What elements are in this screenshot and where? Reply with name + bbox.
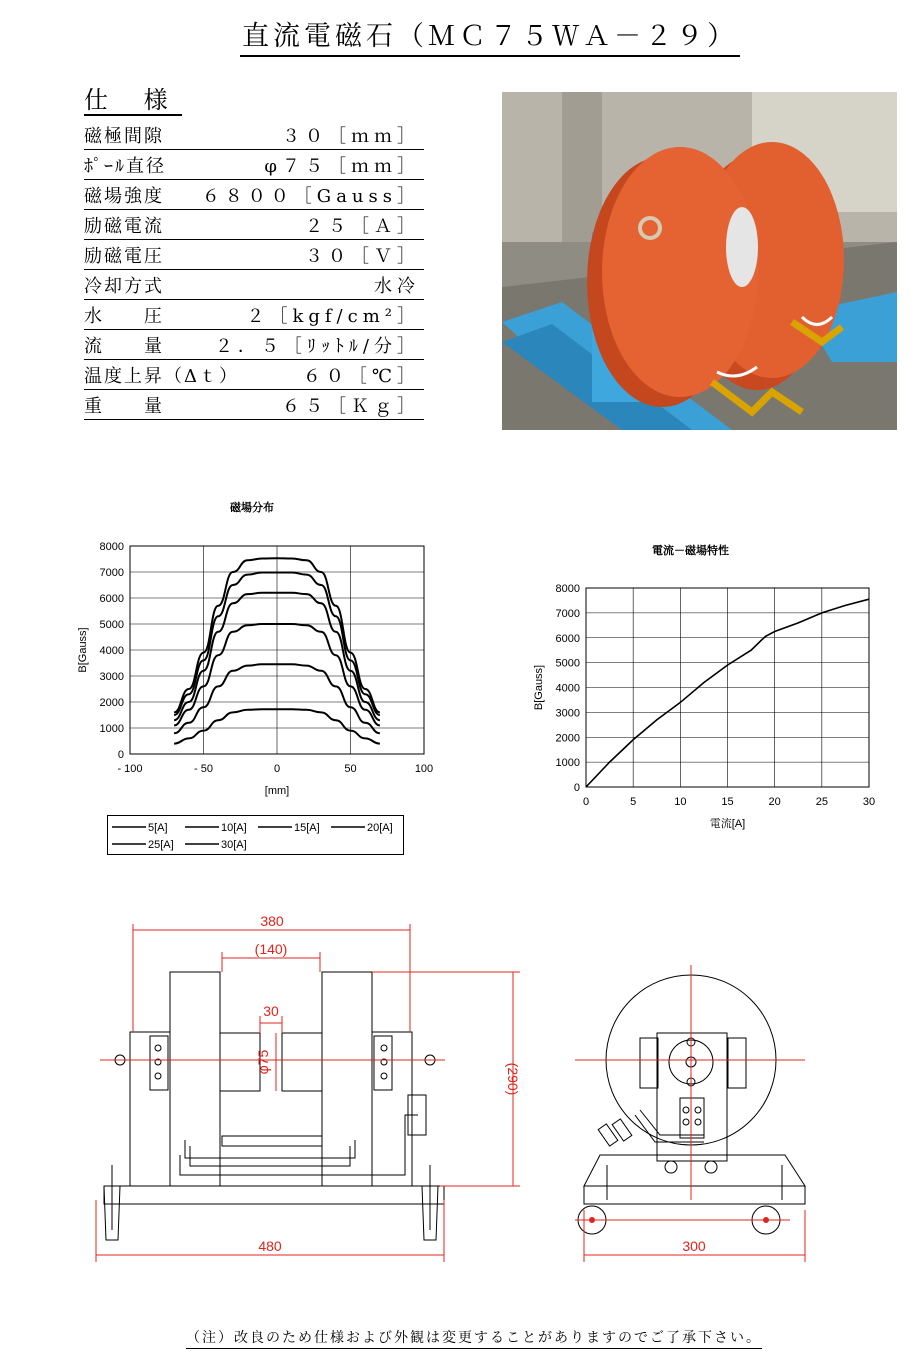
x-tick-label: 5 xyxy=(630,796,637,808)
spec-row xyxy=(84,301,424,330)
pole-right xyxy=(282,1033,322,1091)
spec-value: 水冷 xyxy=(374,276,420,297)
y-tick-label: 3000 xyxy=(555,707,580,720)
spec-row xyxy=(84,391,424,420)
y-tick-label: 7000 xyxy=(99,567,124,579)
x-tick-label: - 50 xyxy=(194,763,213,775)
pole-left xyxy=(220,1033,260,1091)
x-tick-label: 100 xyxy=(414,763,434,775)
chart1-title: 磁場分布 xyxy=(230,502,274,514)
spec-row xyxy=(84,151,424,180)
spec-value: ６８００［Gauss］ xyxy=(201,186,420,207)
y-tick-label: 5000 xyxy=(555,657,580,670)
spec-label: 励磁電流 xyxy=(84,216,164,237)
y-tick-label: 0 xyxy=(117,749,124,761)
y-tick-label: 5000 xyxy=(99,619,124,631)
x-tick-label: 15 xyxy=(721,796,734,808)
y-tick-label: 2000 xyxy=(99,697,124,709)
spec-label: ﾎﾟｰﾙ直径 xyxy=(84,156,166,177)
spec-value: ３０［Ｖ］ xyxy=(305,246,420,267)
dim-base-width: 480 xyxy=(258,1238,282,1254)
y-tick-label: 3000 xyxy=(99,671,124,683)
x-tick-label: - 100 xyxy=(117,763,143,775)
spec-row xyxy=(84,361,424,390)
dim-pole-span: (140) xyxy=(254,941,288,957)
current-field-chart xyxy=(525,575,876,835)
dim-overall-width: 380 xyxy=(260,913,284,929)
spec-label: 流 量 xyxy=(84,336,164,357)
dim-gap: 30 xyxy=(263,1003,279,1019)
spec-value: φ７５［ｍｍ］ xyxy=(264,156,420,177)
x-tick-label: 30 xyxy=(862,796,876,808)
x-tick-label: 0 xyxy=(582,796,590,808)
technical-drawing xyxy=(0,910,923,1290)
x-tick-label: 25 xyxy=(815,796,828,808)
y-tick-label: 4000 xyxy=(555,682,580,695)
spec-row xyxy=(84,211,424,240)
y-axis-label: B[Gauss] xyxy=(533,664,545,711)
x-axis-label: [mm] xyxy=(264,785,290,797)
legend-label: 25[A] xyxy=(148,839,174,851)
spec-heading: 仕 様 xyxy=(84,86,182,114)
spec-value: ６０［℃］ xyxy=(302,366,420,387)
spec-value: ６５［Ｋｇ］ xyxy=(282,396,420,417)
x-tick-label: 0 xyxy=(273,763,281,775)
y-tick-label: 4000 xyxy=(99,645,124,657)
spec-label: 磁極間隙 xyxy=(84,126,164,147)
spec-value: ２．５［ﾘｯﾄﾙ/分］ xyxy=(214,336,420,357)
spec-label: 磁場強度 xyxy=(84,186,164,207)
y-tick-label: 6000 xyxy=(555,632,580,645)
footer-note: （注）改良のため仕様および外観は変更することがありますのでご了承下さい。 xyxy=(186,1327,762,1349)
spec-row xyxy=(84,331,424,360)
y-tick-label: 8000 xyxy=(555,583,580,595)
magnet-photo xyxy=(502,92,897,430)
legend-label: 5[A] xyxy=(148,822,168,834)
y-tick-label: 6000 xyxy=(99,593,124,605)
dim-height: (290) xyxy=(505,1062,521,1096)
page-title: 直流電磁石（ＭＣ７５ＷＡ－２９） xyxy=(240,14,740,57)
field-distribution-chart xyxy=(60,530,480,810)
dim-side-base: 300 xyxy=(682,1238,706,1254)
y-tick-label: 1000 xyxy=(555,757,580,770)
front-coil-left xyxy=(170,972,220,1186)
y-tick-label: 7000 xyxy=(555,607,580,620)
spec-value: ２［kgf/cm²］ xyxy=(246,306,420,327)
spec-value: ３０［ｍｍ］ xyxy=(282,126,420,147)
x-tick-label: 10 xyxy=(674,796,687,808)
legend-label: 15[A] xyxy=(294,822,320,834)
y-tick-label: 8000 xyxy=(99,541,124,553)
legend-label: 30[A] xyxy=(221,839,247,851)
x-tick-label: 50 xyxy=(344,763,357,775)
side-base xyxy=(584,1186,805,1204)
spec-row xyxy=(84,241,424,270)
spec-value: ２５［Ａ］ xyxy=(305,216,420,237)
spec-row xyxy=(84,181,424,210)
x-tick-label: 20 xyxy=(768,796,781,808)
x-axis-label: 電流[A] xyxy=(709,818,746,830)
legend-label: 10[A] xyxy=(221,822,247,834)
y-tick-label: 1000 xyxy=(99,723,124,735)
spec-label: 冷却方式 xyxy=(84,276,164,297)
y-tick-label: 0 xyxy=(573,782,580,794)
front-coil-right xyxy=(322,972,372,1186)
legend-label: 20[A] xyxy=(367,822,393,834)
front-base xyxy=(104,1186,444,1204)
spec-label: 水 圧 xyxy=(84,306,164,327)
spec-label: 重 量 xyxy=(84,396,164,417)
y-tick-label: 2000 xyxy=(555,732,580,745)
spec-label: 温度上昇（Δｔ） xyxy=(84,366,239,387)
y-axis-label: B[Gauss] xyxy=(77,627,89,673)
spec-row xyxy=(84,121,424,150)
spec-row xyxy=(84,271,424,300)
chart2-title: 電流－磁場特性 xyxy=(652,545,729,557)
chart1-legend xyxy=(107,815,404,855)
spec-label: 励磁電圧 xyxy=(84,246,164,267)
dim-pole-dia: φ75 xyxy=(255,1049,271,1075)
